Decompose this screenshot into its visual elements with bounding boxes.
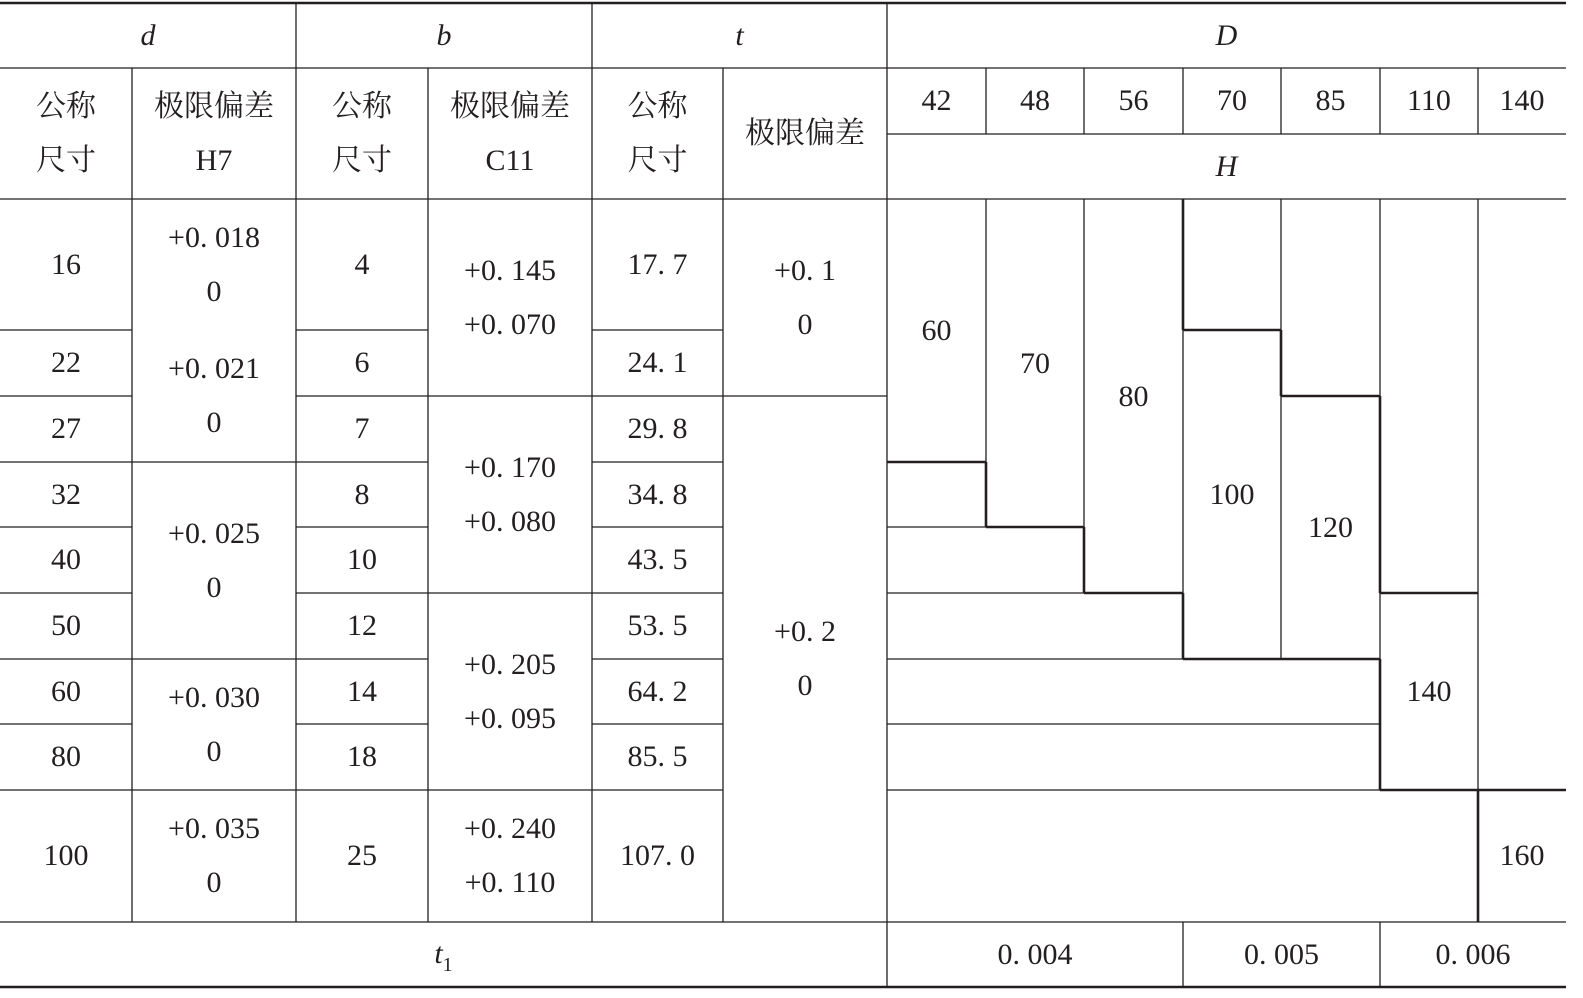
footer-tolerance: 0. 005 [1244, 938, 1319, 971]
b-value: 25 [347, 839, 377, 872]
footer-t1-label: $t_1$ [434, 937, 453, 976]
b-deviation: +0. 205 +0. 095 [464, 647, 556, 735]
d-value: 80 [51, 740, 81, 773]
D-value: 110 [1407, 84, 1451, 117]
header-b: b [436, 19, 452, 52]
H-value: 140 [1406, 675, 1452, 708]
b-value: 6 [354, 346, 370, 379]
t-deviation: +0. 2 0 [774, 615, 836, 702]
d-deviation: +0. 018 0 [168, 220, 260, 308]
t-value: 29. 8 [627, 412, 688, 445]
d-value: 60 [51, 674, 81, 708]
b-deviation: +0. 170 +0. 080 [464, 450, 556, 538]
t-deviation: +0. 1 0 [774, 253, 836, 341]
header-t-limit-deviation: 极限偏差 [745, 116, 865, 150]
d-value: 50 [51, 609, 81, 642]
d-value: 22 [51, 346, 81, 379]
header-d-nominal-size: 公称 尺寸 [36, 89, 96, 177]
b-value: 7 [354, 412, 370, 445]
b-value: 18 [347, 740, 377, 773]
H-value: 60 [921, 314, 952, 347]
t-value: 24. 1 [627, 346, 688, 379]
header-D: D [1215, 19, 1238, 52]
D-value: 85 [1315, 84, 1346, 117]
header-t: t [735, 19, 744, 52]
footer-tolerance: 0. 004 [997, 938, 1073, 971]
H-value: 160 [1499, 839, 1545, 872]
t-value: 53. 5 [627, 609, 688, 642]
H-value: 100 [1209, 478, 1255, 511]
header-b-limit-deviation: 极限偏差 C11 [450, 89, 570, 177]
header-b-nominal-size: 公称 尺寸 [332, 89, 392, 177]
b-value: 12 [347, 609, 377, 642]
H-value: 80 [1118, 380, 1149, 413]
H-value: 120 [1308, 511, 1353, 544]
D-value: 42 [921, 84, 952, 117]
header-d: d [140, 19, 156, 52]
b-value: 14 [347, 674, 377, 708]
b-value: 10 [347, 543, 377, 576]
footer-tolerance: 0. 006 [1435, 938, 1511, 971]
b-value: 8 [354, 477, 370, 511]
d-value: 40 [51, 543, 81, 576]
header-t-nominal-size: 公称 尺寸 [627, 89, 688, 177]
d-value: 100 [43, 839, 89, 872]
b-deviation: +0. 145 +0. 070 [464, 253, 556, 341]
b-deviation: +0. 240 +0. 110 [464, 812, 556, 899]
d-value: 27 [51, 412, 81, 445]
t-value: 107. 0 [620, 839, 695, 872]
d-value: 16 [51, 247, 81, 281]
header-d-limit-deviation: 极限偏差 H7 [154, 89, 274, 177]
t-value: 34. 8 [627, 477, 688, 511]
header-H: H [1215, 149, 1238, 183]
d-deviation: +0. 035 0 [168, 812, 260, 899]
t-value: 85. 5 [627, 740, 688, 773]
b-value: 4 [354, 247, 370, 281]
d-value: 32 [51, 477, 81, 511]
D-value: 48 [1020, 84, 1050, 117]
D-value: 56 [1118, 84, 1149, 117]
D-value: 70 [1217, 84, 1247, 117]
H-value: 70 [1020, 347, 1050, 380]
t-value: 64. 2 [627, 674, 688, 708]
D-value: 140 [1499, 84, 1545, 117]
t-value: 17. 7 [627, 247, 688, 281]
d-deviation: +0. 030 0 [168, 680, 260, 768]
t-value: 43. 5 [627, 543, 688, 576]
d-deviation: +0. 021 0 [168, 352, 260, 439]
d-deviation: +0. 025 0 [168, 516, 260, 604]
